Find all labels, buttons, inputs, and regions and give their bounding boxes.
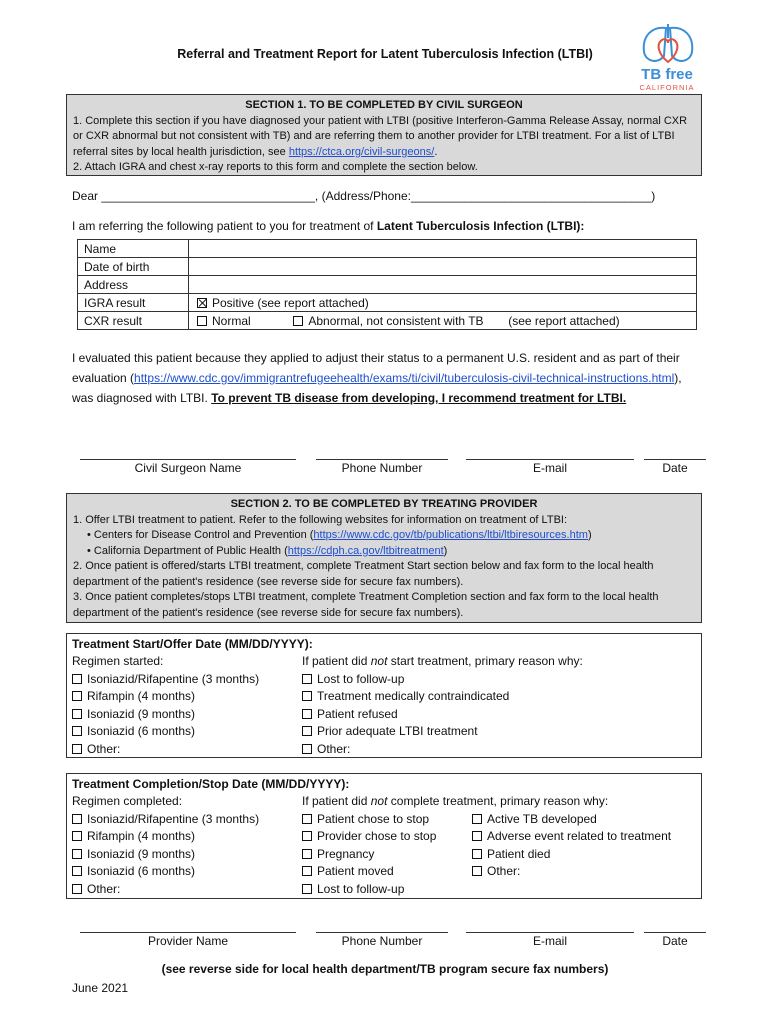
completion-regimen-col: Regimen completed: Isoniazid/Rifapentine (3 months) Rifampin (4 months) Isoniazid (9 months) Isoniazid (6 months) Other: — [72, 793, 259, 898]
igra-field: Positive (see report attached) — [189, 294, 697, 312]
logo-subtext: CALIFORNIA — [639, 83, 695, 92]
completion-reason-col: If patient did not complete treatment, primary reason why: Patient chose to stop Provider chose to stop Pregnancy Patient moved Lost to follow-up — [302, 793, 608, 898]
cdph-link[interactable]: https://cdph.ca.gov/ltbitreatment — [287, 544, 444, 557]
table-row: Date of birth — [78, 258, 697, 276]
section1-box — [66, 94, 702, 176]
list-item: Isoniazid (9 months) — [72, 846, 259, 864]
logo-text: TB free — [641, 66, 693, 83]
treatment-start-box — [66, 633, 702, 758]
provider-name-line[interactable] — [80, 919, 296, 933]
start-reason-col: If patient did not start treatment, primary reason why: Lost to follow-up Treatment medically contraindicated Patient refused Prior adequate LTBI treatment Other: — [302, 653, 583, 758]
igra-positive-checkbox[interactable] — [197, 298, 207, 308]
treatment-completion-box — [66, 773, 702, 899]
address-field[interactable] — [189, 276, 697, 294]
bullet-cdph: • California Department of Public Health (https://cdph.ca.gov/ltbitreatment) — [87, 544, 448, 557]
list-item: Active TB developed — [472, 811, 671, 829]
form-title: Referral and Treatment Report for Latent Tuberculosis Infection (LTBI) — [177, 47, 593, 61]
list-item: Isoniazid (6 months) — [72, 723, 259, 741]
list-item: Rifampin (4 months) — [72, 828, 259, 846]
list-item: Patient moved — [302, 863, 608, 881]
dob-field[interactable] — [189, 258, 697, 276]
list-item: Pregnancy — [302, 846, 608, 864]
provider-email-line[interactable] — [466, 919, 634, 933]
cdc-ltbi-link[interactable]: https://www.cdc.gov/tb/publications/ltbi/ltbiresources.htm — [313, 529, 588, 541]
ctca-link[interactable]: https://ctca.org/civil-surgeons/ — [288, 145, 435, 158]
list-item: Provider chose to stop — [302, 828, 608, 846]
list-item: Other: — [302, 741, 583, 759]
civil-email-line[interactable] — [466, 446, 634, 460]
completion-reason-col2 — [472, 811, 671, 881]
civil-surgeon-name-line[interactable] — [80, 446, 296, 460]
provider-phone-line[interactable] — [316, 919, 448, 933]
section2-box: SECTION 2. TO BE COMPLETED BY TREATING PROVIDER 1. Offer LTBI treatment to patient. Refer to the following websites for information on treatment of LTBI: • Centers for Disease Control and Prevention (https://www.cdc.gov/tb/publications/ltbi/ltbiresources.htm) • California Department of Public Health (https://cdph.ca.gov/ltbitreatment) 2. Once patient is offered/starts LTBI treatment, complete Treatment Start section below and fax form to the local health department of the patient's residence (see reverse side for secure fax numbers). 3. Once patient completes/stops LTBI treatment, complete Treatment Completion section and fax form to the local health department of the patient's residence (see reverse side for secure fax numbers). — [66, 493, 702, 623]
revision-date: June 2021 — [72, 981, 129, 995]
list-item: Patient chose to stop — [302, 811, 608, 829]
civil-phone-line[interactable] — [316, 446, 448, 460]
treatment-start-title: Treatment Start/Offer Date (MM/DD/YYYY): — [72, 637, 313, 651]
list-item: Rifampin (4 months) — [72, 688, 259, 706]
fax-note: (see reverse side for local health department/TB program secure fax numbers) — [161, 962, 609, 976]
section1-item1: 1. Complete this section if you have diagnosed your patient with LTBI (positive Interferon-Gamma Release Assay, normal CXR or CXR abnormal but not consistent with TB) and are referring them to another provider for LTBI treatment. For a list of LTBI referral sites by local health jurisdiction, see https://ctca.org/civil-surgeons/. — [73, 114, 688, 158]
list-item: Isoniazid/Rifapentine (3 months) — [72, 811, 259, 829]
section1-heading: SECTION 1. TO BE COMPLETED BY CIVIL SURGEON — [245, 99, 523, 111]
civil-surgeon-signature: Civil Surgeon Name Phone Number E-mail Date — [80, 446, 710, 486]
list-item: Other: — [72, 741, 259, 759]
patient-info-table — [77, 239, 697, 330]
list-item: Isoniazid (9 months) — [72, 706, 259, 724]
evaluation-paragraph: I evaluated this patient because they applied to adjust their status to a permanent U.S. resident and as part of their evaluation (https://www.cdc.gov/immigrantrefugeehealth/exams/ti/civil/tuberculosis-civil-technical-instructions.html), was diagnosed with LTBI. To prevent TB disease from developing, I recommend treatment for LTBI. — [72, 351, 682, 405]
cxr-abnormal-checkbox[interactable] — [293, 316, 303, 326]
provider-date-line[interactable] — [644, 919, 706, 933]
list-item: Other: — [472, 863, 671, 881]
treatment-completion-title: Treatment Completion/Stop Date (MM/DD/YYYY): — [72, 777, 350, 791]
cxr-normal-checkbox[interactable] — [197, 316, 207, 326]
list-item: Isoniazid (6 months) — [72, 863, 259, 881]
list-item: Lost to follow-up — [302, 881, 608, 899]
list-item: Adverse event related to treatment — [472, 828, 671, 846]
cdc-civil-link[interactable]: https://www.cdc.gov/immigrantrefugeehealth/exams/ti/civil/tuberculosis-civil-technical-instructions.html — [134, 371, 675, 385]
list-item: Patient died — [472, 846, 671, 864]
dear-line: Dear ________________________________, (Address/Phone:____________________________________) — [72, 189, 656, 203]
table-row: IGRA result Positive (see report attached) — [78, 294, 697, 312]
start-regimen-col: Regimen started: Isoniazid/Rifapentine (3 months) Rifampin (4 months) Isoniazid (9 months) Isoniazid (6 months) Other: — [72, 653, 259, 758]
list-item: Lost to follow-up — [302, 671, 583, 689]
list-item: Prior adequate LTBI treatment — [302, 723, 583, 741]
table-row: CXR result Normal Abnormal, not consistent with TB (see report attached) — [78, 312, 697, 330]
cxr-field: Normal Abnormal, not consistent with TB (see report attached) — [189, 312, 697, 330]
address-blank[interactable]: ____________________________________ — [410, 189, 652, 203]
section1-item2: 2. Attach IGRA and chest x-ray reports to this form and complete the section below. — [73, 161, 478, 173]
name-field[interactable] — [189, 240, 697, 258]
referring-line: I am referring the following patient to you for treatment of Latent Tuberculosis Infection (LTBI): — [72, 219, 585, 233]
list-item: Treatment medically contraindicated — [302, 688, 583, 706]
table-row: Address — [78, 276, 697, 294]
dear-blank[interactable]: ________________________________ — [101, 189, 315, 203]
list-item: Isoniazid/Rifapentine (3 months) — [72, 671, 259, 689]
provider-signature: Provider Name Phone Number E-mail Date — [80, 919, 710, 959]
table-row: Name — [78, 240, 697, 258]
list-item: Other: — [72, 881, 259, 899]
bullet-cdc: • Centers for Disease Control and Prevention (https://www.cdc.gov/tb/publications/ltbi/ltbiresources.htm) — [87, 529, 592, 541]
list-item: Patient refused — [302, 706, 583, 724]
section2-heading: SECTION 2. TO BE COMPLETED BY TREATING PROVIDER — [230, 498, 538, 510]
civil-date-line[interactable] — [644, 446, 706, 460]
